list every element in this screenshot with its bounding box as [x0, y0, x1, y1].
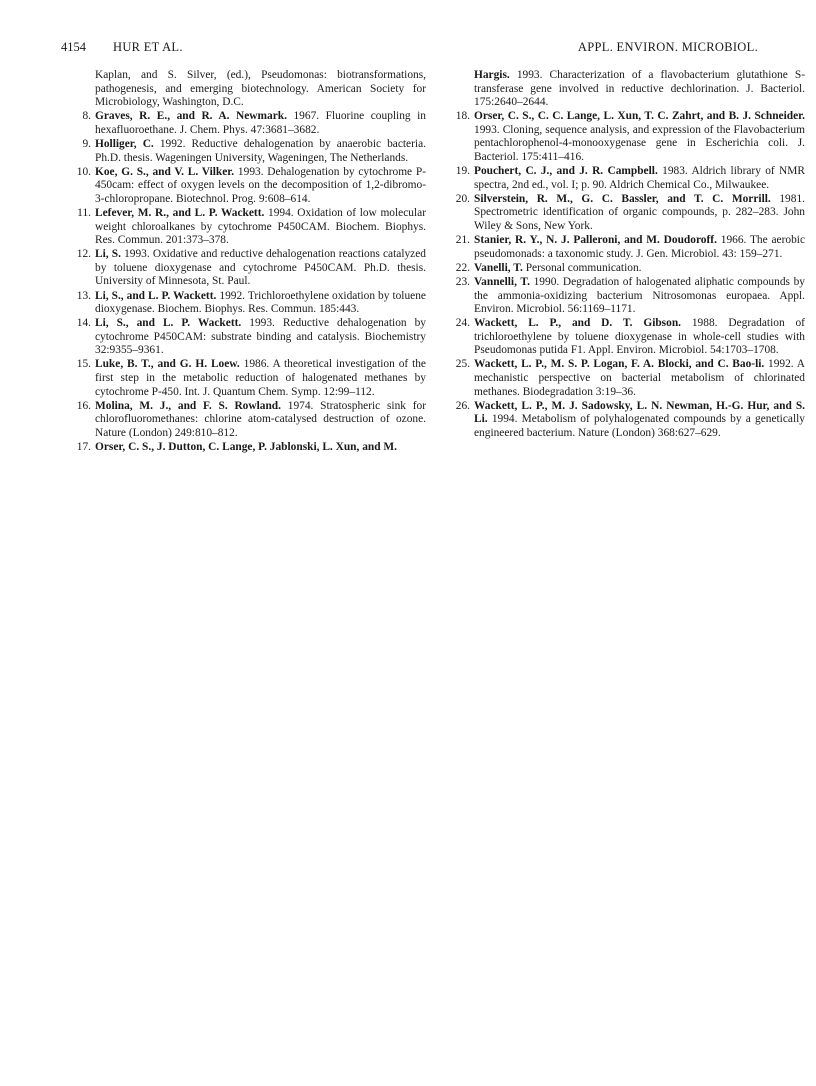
- reference-number: 18.: [455, 110, 470, 123]
- reference-authors: Orser, C. S., C. C. Lange, L. Xun, T. C. Zahrt, and B. J. Schneider.: [474, 110, 805, 123]
- reference-text: 1966. The aerobic pseudomonads: a taxonomic study. J. Gen. Microbiol. 43: 159–271.: [474, 234, 805, 260]
- reference-text: 1994. Metabolism of polyhalogenated compounds by a genetically engineered bacterium. Nature (London) 368:627–629.: [474, 413, 805, 439]
- reference-text: 1992. A mechanistic perspective on bacterial metabolism of chlorinated methanes. Biodegradation 3:19–36.: [474, 358, 805, 398]
- reference-authors: Hargis.: [474, 69, 510, 81]
- reference-text: Kaplan, and S. Silver, (ed.), Pseudomonas: biotransformations, pathogenesis, and emerging biotechnology. American Society for Microbiology, Washington, D.C.: [95, 69, 426, 109]
- page-number: 4154: [61, 40, 86, 54]
- reference-authors: Koe, G. S., and V. L. Vilker.: [95, 165, 235, 178]
- reference-number: 16.: [76, 399, 91, 412]
- reference-text: 1992. Trichloroethylene oxidation by toluene dioxygenase. Biochem. Biophys. Res. Commun. 185:443.: [95, 289, 426, 316]
- reference-number: 26.: [455, 399, 470, 412]
- reference-column-left: [76, 69, 426, 455]
- reference-entry: [76, 248, 426, 289]
- reference-number: 23.: [455, 275, 470, 288]
- reference-authors: Li, S.: [95, 248, 121, 261]
- reference-number: 17.: [76, 441, 91, 454]
- reference-number: 11.: [77, 206, 91, 219]
- reference-authors: Molina, M. J., and F. S. Rowland.: [95, 399, 281, 412]
- reference-text: 1981. Spectrometric identification of organic compounds, p. 282–283. John Wiley & Sons, New York.: [474, 192, 805, 233]
- reference-entry: [455, 276, 805, 317]
- reference-number: 22.: [455, 261, 470, 274]
- reference-text: 1993. Dehalogenation by cytochrome P-450cam: effect of oxygen levels on the decomposition of 1,2-dibromo-3-chloropropane. Biotechnol. Prog. 9:608–614.: [95, 165, 426, 205]
- reference-text: 1988. Degradation of trichloroethylene by toluene dioxygenase in whole-cell studies with Pseudomonas putida F1. Appl. Environ. Microbiol. 54:1703–1708.: [474, 317, 805, 357]
- reference-authors: Li, S., and L. P. Wackett.: [95, 289, 217, 302]
- reference-authors: Graves, R. E., and R. A. Newmark.: [95, 110, 287, 123]
- reference-entry: [455, 358, 805, 399]
- reference-text: 1986. A theoretical investigation of the first step in the metabolic reduction of halogenated methanes by cytochrome P-450. Int. J. Quantum Chem. Symp. 12:99–112.: [95, 358, 426, 398]
- journal-name: APPL. ENVIRON. MICROBIOL.: [577, 40, 758, 54]
- running-header: [61, 40, 758, 58]
- reference-number: 13.: [76, 289, 91, 302]
- reference-entry: [76, 400, 426, 441]
- reference-entry: [455, 317, 805, 358]
- reference-authors: Wackett, L. P., M. J. Sadowsky, L. N. Newman, H.-G. Hur, and S. Li.: [474, 399, 805, 426]
- reference-entry: [455, 165, 805, 192]
- reference-number: 9.: [82, 137, 91, 150]
- reference-number: 25.: [455, 358, 470, 371]
- reference-number: 15.: [76, 358, 91, 371]
- reference-number: 21.: [455, 234, 470, 247]
- reference-text: 1993. Reductive dehalogenation by cytochrome P450CAM: substrate binding and catalysis. Biochemistry 32:9355–9361.: [95, 317, 426, 357]
- reference-authors: Vannelli, T.: [474, 275, 530, 288]
- reference-authors: Holliger, C.: [95, 137, 154, 150]
- reference-entry: [76, 358, 426, 399]
- reference-entry: [76, 110, 426, 137]
- reference-text: 1974. Stratospheric sink for chlorofluoromethanes: chlorine atom-catalysed destruction of ozone. Nature (London) 249:810–812.: [95, 399, 427, 439]
- reference-entry: [455, 262, 805, 276]
- reference-text: 1993. Oxidative and reductive dehalogenation reactions catalyzed by toluene dioxygenase and cytochrome P450CAM. Ph.D. thesis. University of Minnesota, St. Paul.: [95, 248, 426, 288]
- reference-entry: [76, 138, 426, 165]
- reference-entry: [76, 290, 426, 317]
- reference-authors: Wackett, L. P., M. S. P. Logan, F. A. Blocki, and C. Bao-li.: [474, 358, 765, 371]
- reference-authors: Pouchert, C. J., and J. R. Campbell.: [474, 165, 658, 178]
- reference-entry: [76, 166, 426, 207]
- running-authors: HUR ET AL.: [113, 40, 183, 54]
- reference-entry: [455, 69, 805, 110]
- reference-number: 24.: [455, 317, 470, 330]
- reference-authors: Vanelli, T.: [474, 261, 523, 274]
- reference-text: 1967. Fluorine coupling in hexafluoroethane. J. Chem. Phys. 47:3681–3682.: [95, 110, 426, 136]
- reference-entry: [455, 400, 805, 441]
- reference-authors: Li, S., and L. P. Wackett.: [95, 317, 242, 330]
- reference-entry: [76, 69, 426, 110]
- reference-entry: [455, 234, 805, 261]
- reference-number: 12.: [76, 248, 91, 261]
- reference-text: 1990. Degradation of halogenated aliphatic compounds by the ammonia-oxidizing bacterium Nitrosomonas europaea. Appl. Environ. Microbiol. 56:1169–1171.: [474, 275, 805, 316]
- reference-text: 1993. Characterization of a flavobacterium glutathione S-transferase gene involved in reductive dechlorination. J. Bacteriol. 175:2640–2644.: [474, 69, 805, 109]
- reference-entry: [76, 317, 426, 358]
- reference-authors: Stanier, R. Y., N. J. Palleroni, and M. Doudoroff.: [474, 234, 717, 247]
- reference-entry: [455, 193, 805, 234]
- reference-text: 1992. Reductive dehalogenation by anaerobic bacteria. Ph.D. thesis. Wageningen University, Wageningen, The Netherlands.: [95, 137, 426, 164]
- reference-authors: Orser, C. S., J. Dutton, C. Lange, P. Jablonski, L. Xun, and M.: [95, 441, 398, 454]
- reference-authors: Silverstein, R. M., G. C. Bassler, and T. C. Morrill.: [474, 192, 771, 205]
- reference-text: 1983. Aldrich library of NMR spectra, 2nd ed., vol. I; p. 90. Aldrich Chemical Co., Milwaukee.: [474, 165, 805, 191]
- reference-number: 14.: [76, 317, 91, 330]
- reference-authors: Wackett, L. P., and D. T. Gibson.: [474, 317, 681, 330]
- reference-number: 19.: [455, 165, 470, 178]
- reference-number: 10.: [76, 165, 91, 178]
- reference-authors: Lefever, M. R., and L. P. Wackett.: [95, 206, 265, 219]
- reference-entry: [76, 207, 426, 248]
- reference-number: 8.: [82, 110, 91, 123]
- reference-entry: [76, 441, 426, 455]
- reference-text: 1994. Oxidation of low molecular weight chloroalkanes by cytochrome P450CAM. Biochem. Biophys. Res. Commun. 201:373–378.: [95, 206, 426, 247]
- reference-column-right: [455, 69, 805, 441]
- reference-entry: [455, 110, 805, 164]
- reference-text: Personal communication.: [525, 261, 642, 274]
- reference-number: 20.: [455, 192, 470, 205]
- reference-authors: Luke, B. T., and G. H. Loew.: [95, 358, 240, 371]
- reference-text: 1993. Cloning, sequence analysis, and expression of the Flavobacterium pentachlorophenol-4-monooxygenase gene in Escherichia coli. J. Bacteriol. 175:411–416.: [474, 123, 805, 164]
